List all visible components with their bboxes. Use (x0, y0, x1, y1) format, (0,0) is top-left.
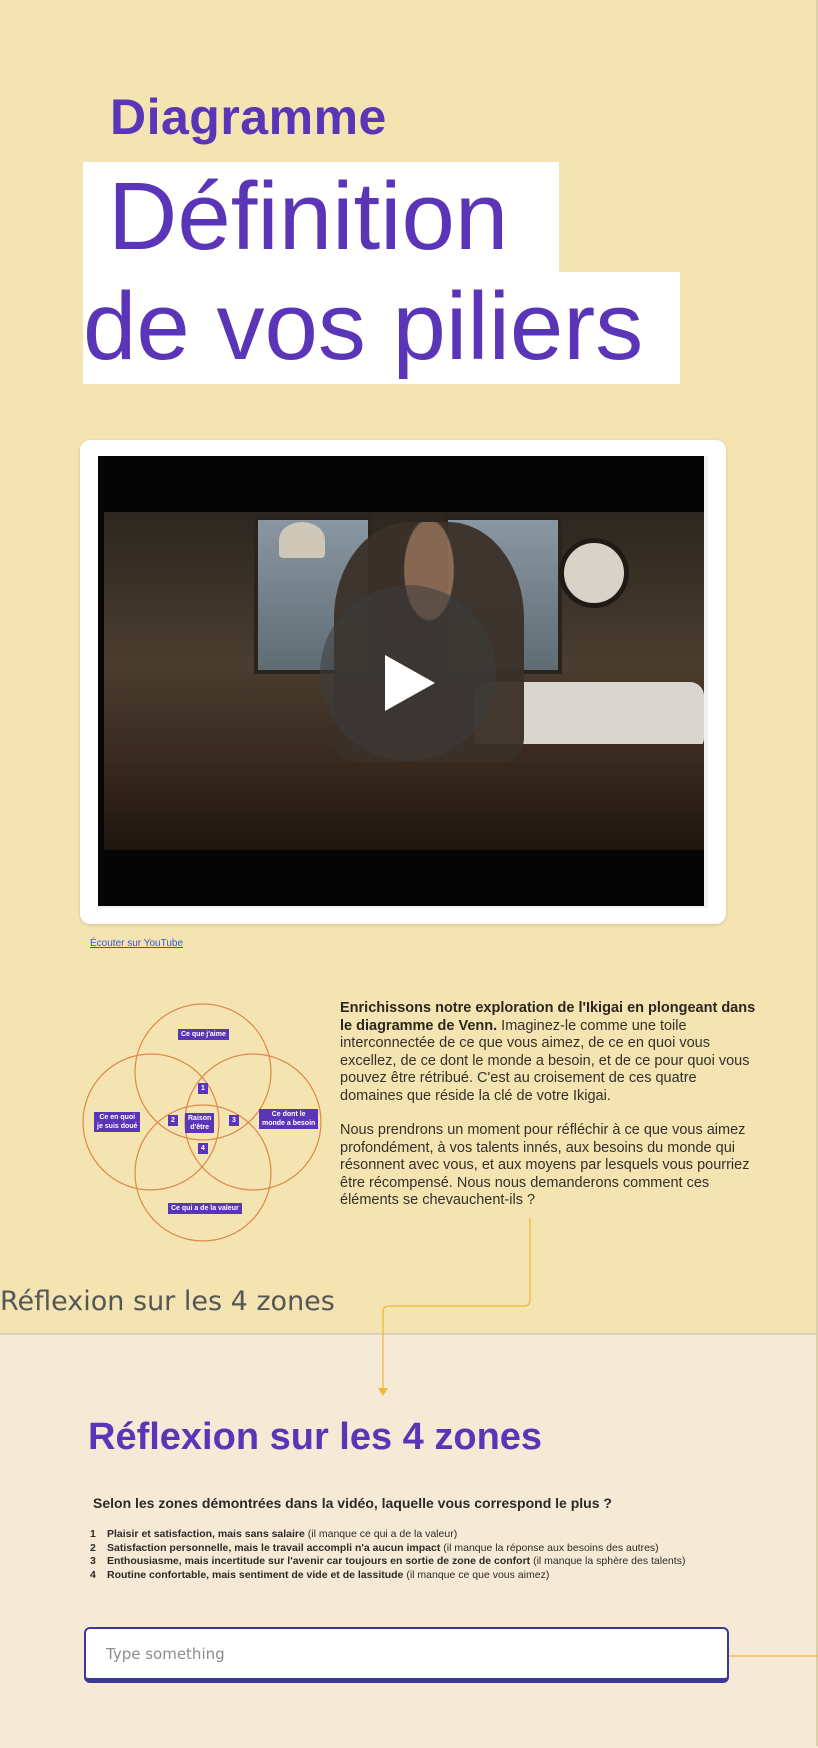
page-title-line-2: de vos piliers (83, 272, 680, 384)
lamp-shape (279, 522, 325, 558)
clock-shape (559, 538, 629, 608)
reflection-question: Selon les zones démontrées dans la vidéo, laquelle vous correspond le plus ? (93, 1495, 612, 1511)
intro-body: Imaginez-le comme une toile interconnectée de ce que vous aimez, de ce en quoi vous excellez, de ce dont le monde a besoin, et de ce pour quoi vous pouvez être rétribué. C'est au croisement de ces quatre domaines que réside la clé de votre Ikigai. (340, 1017, 750, 1104)
section-heading: Réflexion sur les 4 zones (0, 1286, 335, 1317)
intro-paragraph-2: Nous prendrons un moment pour réfléchir à ce que vous aimez profondément, à vos talents innés, aux besoins du monde qui résonnent avec vous, et aux moyens par lesquels vous pourriez être récompensé. Nous nous demanderons comment ces éléments se chevauchent-ils ? (340, 1122, 750, 1208)
page-kicker: Diagramme (110, 89, 387, 145)
reflection-answer-input[interactable] (84, 1627, 729, 1683)
page-title-line-1: Définition (83, 162, 559, 272)
youtube-link[interactable]: Écouter sur YouTube (90, 938, 184, 949)
zones-list (90, 1528, 685, 1582)
play-icon[interactable] (385, 655, 435, 711)
venn-diagram (82, 1000, 322, 1244)
venn-label-paid-for: Ce qui a de la valeur (168, 1203, 242, 1214)
list-item: 4 Routine confortable, mais sentiment de vide et de lassitude (il manque ce que vous aimez) (90, 1568, 550, 1581)
venn-number-2: 2 (168, 1115, 178, 1126)
reflection-title: Réflexion sur les 4 zones (88, 1416, 543, 1458)
intro-text (340, 1000, 760, 1227)
list-item: 1 Plaisir et satisfaction, mais sans salaire (il manque ce qui a de la valeur) (90, 1528, 458, 1540)
venn-number-4: 4 (198, 1143, 208, 1154)
intro-lead: Enrichissons notre exploration de l'Ikigai en plongeant dans le diagramme de Venn. (340, 1000, 756, 1034)
venn-label-center: Raison d'être (185, 1113, 214, 1133)
list-item: 2 Satisfaction personnelle, mais le travail accompli n'a aucun impact (il manque la réponse aux besoins des autres) (90, 1541, 659, 1554)
venn-label-good-at: Ce en quoi je suis doué (94, 1112, 140, 1132)
venn-number-3: 3 (229, 1115, 239, 1126)
venn-number-1: 1 (198, 1083, 208, 1094)
list-item: 3 Enthousiasme, mais incertitude sur l'avenir car toujours en sortie de zone de confort (il manque la sphère des talents) (90, 1555, 686, 1567)
venn-label-world-needs: Ce dont le monde a besoin (259, 1109, 318, 1129)
venn-label-love: Ce que j'aime (178, 1029, 229, 1040)
intro-paragraph-1 (340, 1000, 760, 1105)
